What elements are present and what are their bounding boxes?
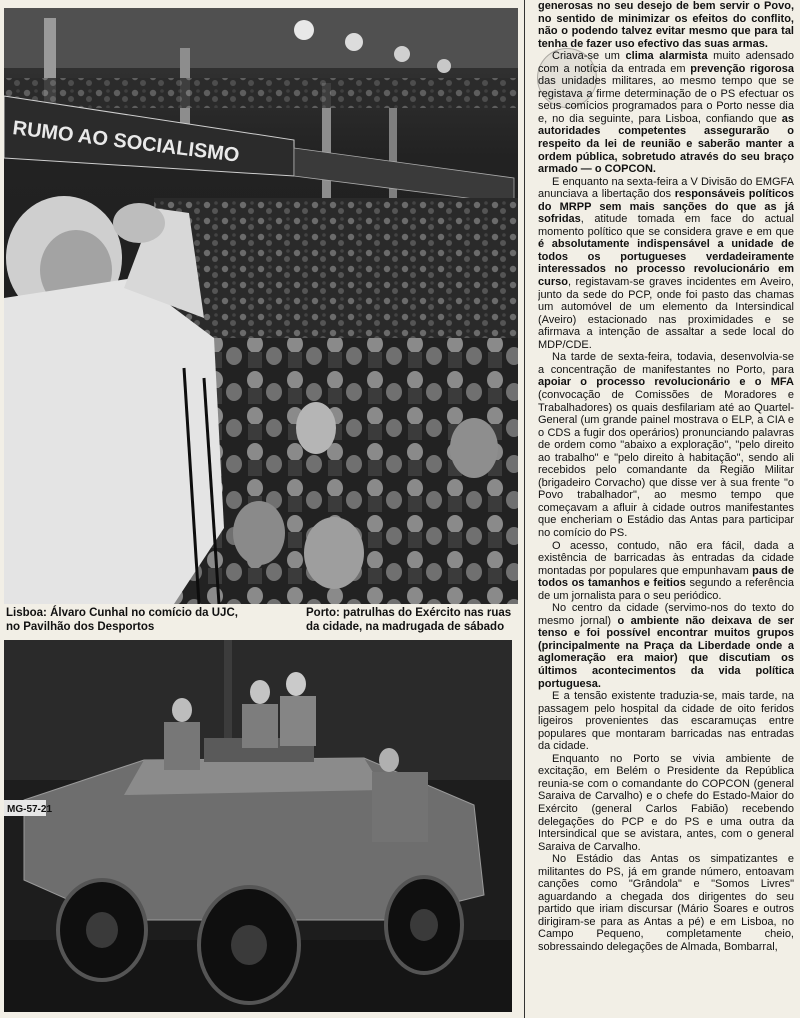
article-text: , registavam-se graves incidentes em Aveiro, junto da sede do PCP, onde foi pasto das chamas um automóvel de um elemento da Intersindical (Aveiro) estacionado nas proximidades e se afirmava a intenção de assaltar a sede local do MDP/CDE. <box>538 276 794 351</box>
article-text: No Estádio das Antas os simpatizantes e militantes do PS, já em grande número, entoavam canções como "Grândola" e "Somos Livres" aguardando a chegada dos dirigentes do seu partido que iriam discursar (Mário Soares e outros dirigiram-se para as Antas a pé) e em Lisboa, no Campo Pequeno, completamente cheio, sobressaindo delegações de Almada, Bombarral, <box>538 853 794 954</box>
article-paragraph <box>538 690 794 753</box>
article-text-bold: clima alarmista <box>625 50 708 63</box>
article-text: Criava-se um <box>552 50 626 63</box>
article-text-bold: responsáveis políticos do MRPP sem mais sanções do que as já sofridas <box>538 188 794 226</box>
article-paragraph <box>538 753 794 853</box>
article-paragraph <box>538 602 794 690</box>
article-paragraph <box>538 176 794 352</box>
article-text: O acesso, contudo, não era fácil, dada a existência de barricadas às entradas da cidade montadas por populares que empunhavam <box>538 539 794 577</box>
article-text-bold: o ambiente não deixava de ser tenso e foi possível encontrar muitos grupos (principalmente na Praça da Liberdade onde a aglomeração era maior) que discutiam os últimos acontecimentos da vida política portuguesa. <box>538 614 794 690</box>
article-text: generosas no seu desejo de bem servir o Povo, no sentido de minimizar os efeitos do conflito, não o podendo talvez evitar mesmo que para tal tenha de fazer uso efectivo das suas armas. <box>538 0 794 50</box>
article-text: Na tarde de sexta-feira, todavia, desenvolvia-se a concentração de manifestantes no Porto, para <box>538 351 794 376</box>
photo-rally <box>4 8 518 604</box>
article-paragraph <box>538 540 794 603</box>
article-paragraph <box>538 0 794 50</box>
article-text-bold: as autoridades competentes assegurarão o respeito da lei de reunião e saberão manter a ordem pública, sobretudo através do seu braço armado — o COPCON. <box>538 112 794 176</box>
rally-photo-graphic <box>4 8 518 604</box>
article-text-bold: prevenção rigorosa <box>690 62 794 75</box>
article-paragraph <box>538 853 794 953</box>
banner-text: RUMO AO SOCIALISMO <box>11 117 241 167</box>
article-text-bold: é absolutamente indispensável a unidade de todos os portugueses verdadeiramente interessados no processo revolucionário em curso <box>538 238 794 289</box>
article-text: E a tensão existente traduzia-se, mais tarde, na passagem pelo hospital da cidade de oito feridos ligeiros provenientes das escaramuças entre populares que montaram barricadas nas entradas da cidade. <box>538 690 794 753</box>
article-text: , atitude tomada em face do actual momento político que se considera grave e em que <box>538 213 794 238</box>
article-text: muito adensado com a notícia da entrada em <box>538 50 794 75</box>
article-text-bold: paus de todos os tamanhos e feitios <box>538 564 794 590</box>
article-text-bold: apoiar o processo revolucionário e o MFA <box>538 376 794 389</box>
article-paragraph <box>538 351 794 539</box>
article-paragraph <box>538 50 794 175</box>
article-text: segundo a referência de um jornalista para o seu periódico. <box>538 577 794 602</box>
army-patrol-photo-graphic <box>4 640 512 1012</box>
article-text: (convocação de Comissões de Moradores e Trabalhadores) os quais desfilariam até ao Quartel-General (um grande painel mostrava o ELP, a CIA e o CDS a fugir dos operários) pronunciando palavras de ordem como "abaixo a exploração", "pelo direito ao trabalho" e "pelo direito à habitação", sendo ali recebidos pelo comandante da Região Militar (brigadeiro Corvacho) que disse ver à sua frente "o Povo trabalhador", ao mesmo tempo que começavam a afluir à cidade outros manifestantes que encheriam o Estádio das Antas para participar no comício do PS. <box>538 388 794 539</box>
column-divider <box>524 0 525 1018</box>
photo-army-patrol <box>4 640 512 1012</box>
article-column <box>538 0 794 1018</box>
caption-left: Lisboa: Álvaro Cunhal no comício da UJC, no Pavilhão dos Desportos <box>6 607 238 633</box>
article-text: das unidades militares, ao mesmo tempo que se registava a firme determinação de o PS efectuar os seus comícios programados para o Porto nesse dia e, no dia seguinte, para Lisboa, confiando que <box>538 75 794 125</box>
article-text: Enquanto no Porto se vivia ambiente de excitação, em Belém o Presidente da República reunia-se com o comandante do COPCON (general Saraiva de Carvalho) e o chefe do Estado-Maior do Exército (general Carlos Fabião) recebendo delegações do PCP e do PS e uma outra da Intersindical que se avistara, antes, com o general Saraiva de Carvalho. <box>538 752 794 853</box>
article-text: No centro da cidade (servimo-nos do texto do mesmo jornal) <box>538 602 794 627</box>
article-text: E enquanto na sexta-feira a V Divisão do EMGFA anunciava a libertação dos <box>538 175 794 201</box>
caption-right: Porto: patrulhas do Exército nas ruas da cidade, na madrugada de sábado <box>306 607 512 633</box>
vehicle-plate: MG-57-21 <box>7 804 53 815</box>
